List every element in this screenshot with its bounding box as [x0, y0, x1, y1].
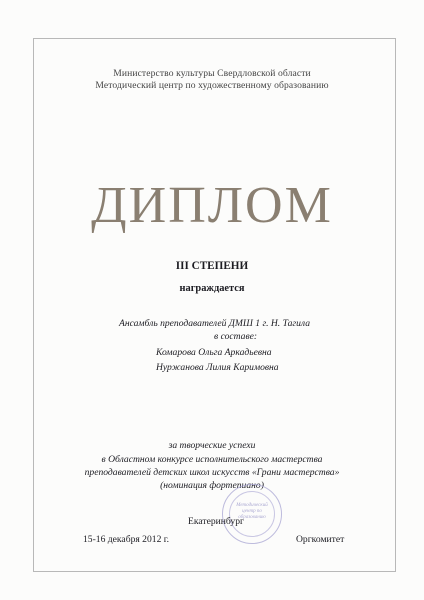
- center-line: Методический центр по художественному образованию: [95, 80, 329, 91]
- reason-line-3: преподавателей детских школ искусств «Грани мастерства»: [84, 467, 340, 478]
- degree-label: III СТЕПЕНИ: [175, 260, 249, 272]
- reason-line-1: за творческие успехи: [168, 440, 256, 451]
- awarded-label: награждается: [179, 283, 245, 294]
- diploma-title: ДИПЛОМ: [91, 177, 333, 234]
- reason-line-4: (номинация фортепиано): [160, 480, 264, 491]
- ministry-line: Министерство культуры Свердловской области: [113, 68, 311, 79]
- organization-stamp: [222, 484, 282, 544]
- stamp-text: Методический центр по образованию: [236, 503, 268, 520]
- city-label: Екатеринбург: [188, 516, 244, 527]
- reason-line-2: в Областном конкурсе исполнительского мастерства: [101, 454, 323, 465]
- recipient-name: Ансамбль преподавателей ДМШ 1 г. Н. Тагила: [119, 318, 311, 329]
- signatory-label: Оргкомитет: [296, 534, 345, 545]
- composition-label: в составе:: [214, 331, 258, 342]
- member-2: Нуржанова Лилия Каримовна: [156, 362, 279, 373]
- page-border: [33, 38, 396, 572]
- date-label: 15-16 декабря 2012 г.: [83, 534, 170, 545]
- member-1: Комарова Ольга Аркадьевна: [156, 347, 272, 358]
